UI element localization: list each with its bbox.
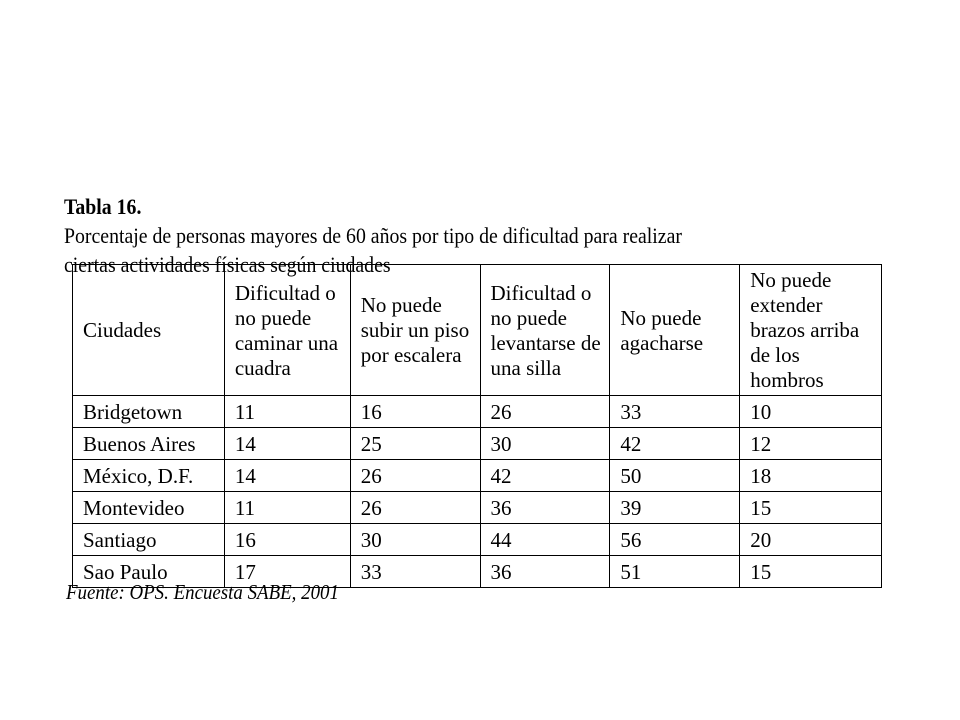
value-cell: 15: [740, 556, 882, 588]
value-cell: 44: [480, 524, 610, 556]
data-table: [72, 264, 882, 588]
value-cell: 42: [610, 428, 740, 460]
city-cell: Bridgetown: [73, 396, 225, 428]
value-cell: 33: [350, 556, 480, 588]
value-cell: 16: [224, 524, 350, 556]
value-cell: 17: [224, 556, 350, 588]
value-cell: 11: [224, 492, 350, 524]
table-number-label: Tabla 16.: [64, 194, 142, 219]
value-cell: 33: [610, 396, 740, 428]
city-cell: México, D.F.: [73, 460, 225, 492]
table-title-line-2: ciertas actividades físicas según ciudades: [64, 252, 391, 277]
table-row: [73, 492, 882, 524]
city-cell: Santiago: [73, 524, 225, 556]
table-row: [73, 460, 882, 492]
table-header-row: [73, 265, 882, 396]
source-note: Fuente: OPS. Encuesta SABE, 2001: [66, 580, 339, 604]
value-cell: 18: [740, 460, 882, 492]
value-cell: 36: [480, 492, 610, 524]
header-ciudades: Ciudades: [73, 265, 225, 396]
value-cell: 14: [224, 460, 350, 492]
value-cell: 30: [480, 428, 610, 460]
city-cell: Montevideo: [73, 492, 225, 524]
value-cell: 25: [350, 428, 480, 460]
city-cell: Buenos Aires: [73, 428, 225, 460]
value-cell: 10: [740, 396, 882, 428]
header-agacharse: No puede agacharse: [610, 265, 740, 396]
value-cell: 26: [350, 460, 480, 492]
value-cell: 51: [610, 556, 740, 588]
value-cell: 30: [350, 524, 480, 556]
value-cell: 42: [480, 460, 610, 492]
value-cell: 15: [740, 492, 882, 524]
value-cell: 14: [224, 428, 350, 460]
city-cell: Sao Paulo: [73, 556, 225, 588]
value-cell: 56: [610, 524, 740, 556]
header-caminar: Dificultad o no puede caminar una cuadra: [224, 265, 350, 396]
value-cell: 39: [610, 492, 740, 524]
value-cell: 26: [350, 492, 480, 524]
header-subir-piso: No puede subir un piso por escalera: [350, 265, 480, 396]
value-cell: 36: [480, 556, 610, 588]
value-cell: 20: [740, 524, 882, 556]
value-cell: 12: [740, 428, 882, 460]
table-row: [73, 524, 882, 556]
value-cell: 11: [224, 396, 350, 428]
value-cell: 26: [480, 396, 610, 428]
value-cell: 50: [610, 460, 740, 492]
table-row: [73, 428, 882, 460]
header-extender-brazos: No puede extender brazos arriba de los hombros: [740, 265, 882, 396]
table-row: [73, 396, 882, 428]
table-title-line-1: Porcentaje de personas mayores de 60 años por tipo de dificultad para realizar: [64, 223, 682, 248]
value-cell: 16: [350, 396, 480, 428]
header-levantarse: Dificultad o no puede levantarse de una silla: [480, 265, 610, 396]
